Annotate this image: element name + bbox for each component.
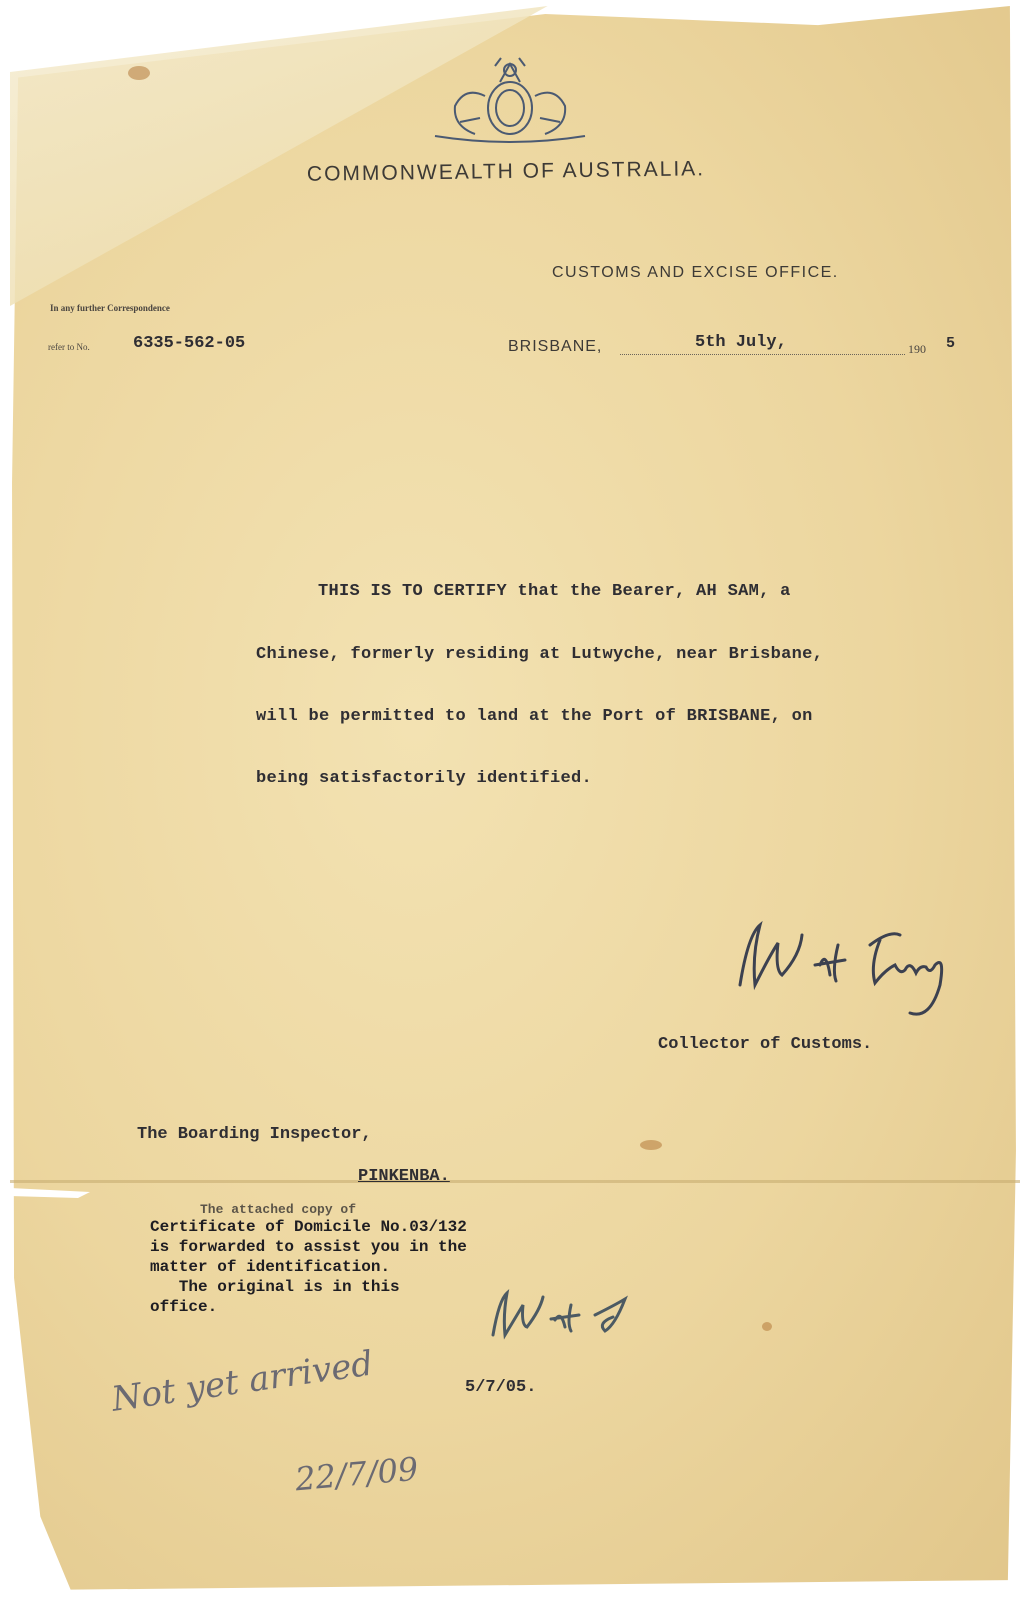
- handwritten-remark: Not yet arrived: [109, 1343, 376, 1420]
- refer-label: refer to No.: [48, 342, 90, 352]
- note-line: matter of identification.: [150, 1258, 391, 1276]
- addressee-location: PINKENBA.: [358, 1167, 450, 1186]
- stain-mark: [762, 1322, 772, 1331]
- note-line: The original is in this: [150, 1278, 400, 1296]
- note-date: 5/7/05.: [465, 1378, 537, 1397]
- coat-of-arms-icon: [425, 56, 595, 148]
- handwritten-date: 22/7/09: [293, 1449, 420, 1499]
- place-name: BRISBANE,: [508, 338, 603, 355]
- signatory-title: Collector of Customs.: [658, 1035, 873, 1054]
- stain-mark: [128, 66, 150, 80]
- initials-signature: [485, 1285, 645, 1345]
- certificate-text-line: Chinese, formerly residing at Lutwyche, near Brisbane,: [256, 645, 824, 664]
- fold-crease: [10, 1180, 1020, 1183]
- note-line: The attached copy of: [200, 1202, 357, 1217]
- stain-mark: [640, 1140, 662, 1150]
- year-suffix: 5: [946, 335, 956, 352]
- collector-signature: [730, 915, 970, 1025]
- issue-date: 5th July,: [695, 333, 787, 352]
- office-name: CUSTOMS AND EXCISE OFFICE.: [552, 264, 839, 281]
- correspondence-note: In any further Correspondence: [50, 303, 170, 313]
- note-line: Certificate of Domicile No.03/132: [150, 1218, 467, 1236]
- document-paper: [10, 6, 1020, 1596]
- certificate-text-line: being satisfactorily identified.: [256, 769, 593, 788]
- document-title: COMMONWEALTH OF AUSTRALIA.: [306, 157, 706, 186]
- date-dotted-line: [620, 354, 905, 355]
- note-line: is forwarded to assist you in the: [150, 1238, 467, 1256]
- reference-number: 6335-562-05: [133, 334, 246, 353]
- addressee-line: The Boarding Inspector,: [137, 1125, 372, 1144]
- year-prefix: 190: [908, 342, 926, 356]
- note-line: office.: [150, 1298, 218, 1316]
- certificate-text-line: will be permitted to land at the Port of BRISBANE, on: [256, 707, 813, 726]
- certificate-text-line: THIS IS TO CERTIFY that the Bearer, AH SAM, a: [318, 582, 791, 601]
